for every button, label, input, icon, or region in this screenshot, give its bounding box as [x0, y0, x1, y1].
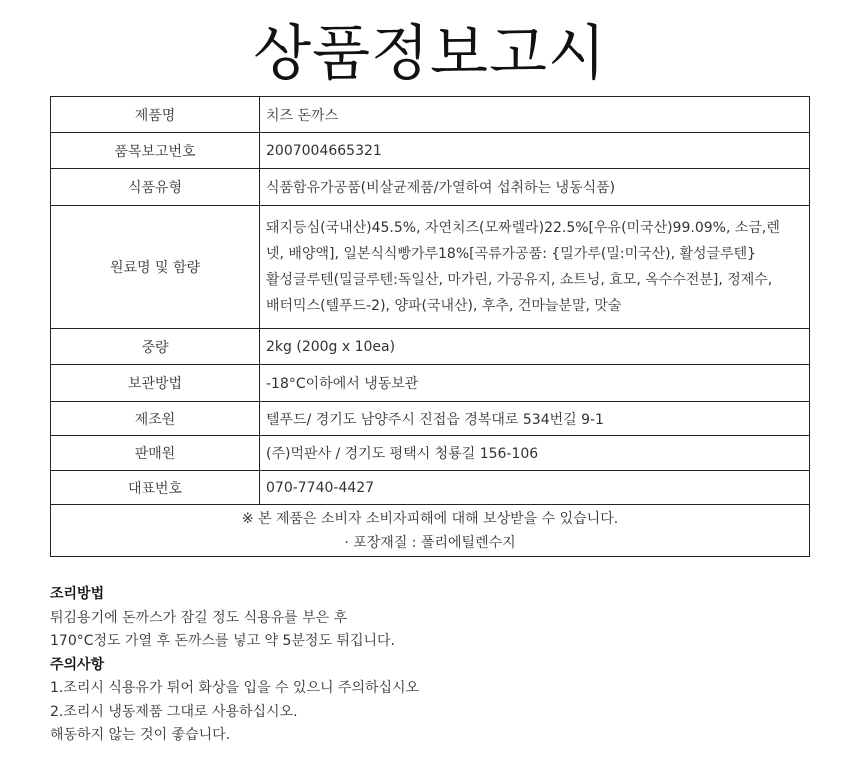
cooking-line: 튀김용기에 돈까스가 잠길 정도 식용유를 부은 후	[50, 609, 348, 626]
page-title: 상품정보고시	[253, 19, 607, 89]
instructions-section	[50, 583, 810, 748]
row-value-manufacturer: 텔푸드/ 경기도 남양주시 진접읍 경복대로 534번길 9-1	[260, 402, 810, 436]
ingredients-line: 활성글루텐(밀글루텐:독일산, 마가린, 가공유지, 쇼트닝, 효모, 옥수수전분], 정제수,	[266, 272, 773, 288]
cooking-line: 170°C정도 가열 후 돈까스를 넣고 약 5분정도 튀깁니다.	[50, 633, 395, 649]
table-row	[51, 329, 810, 365]
row-label-ingredients: 원료명 및 함량	[51, 206, 260, 329]
row-value-weight: 2kg (200g x 10ea)	[260, 329, 810, 365]
table-row	[51, 169, 810, 206]
row-value-food-type: 식품함유가공품(비살균제품/가열하여 섭취하는 냉동식품)	[260, 169, 810, 206]
table-row	[51, 505, 810, 557]
row-label-report-number: 품목보고번호	[51, 133, 260, 169]
row-label-storage: 보관방법	[51, 365, 260, 402]
row-value-storage: -18°C이하에서 냉동보관	[260, 365, 810, 402]
row-value-ingredients	[260, 206, 810, 329]
caution-heading: 주의사항	[50, 656, 105, 673]
row-label-phone: 대표번호	[51, 471, 260, 505]
row-value-phone: 070-7740-4427	[260, 471, 810, 505]
packaging-material: · 포장재질 : 폴리에틸렌수지	[344, 534, 516, 551]
table-row	[51, 206, 810, 329]
row-label-product-name: 제품명	[51, 97, 260, 133]
row-label-weight: 중량	[51, 329, 260, 365]
ingredients-line: 돼지등심(국내산)45.5%, 자연치즈(모짜렐라)22.5%[우유(미국산)99.09%, 소금,렌	[266, 220, 780, 236]
table-row	[51, 97, 810, 133]
row-value-seller: (주)먹판사 / 경기도 평택시 청룡길 156-106	[260, 436, 810, 471]
consumer-notice: ※ 본 제품은 소비자 소비자피해에 대해 보상받을 수 있습니다.	[241, 510, 619, 527]
caution-line: 1.조리시 식용유가 튀어 화상을 입을 수 있으니 주의하십시오	[50, 680, 420, 696]
product-info-table	[50, 96, 810, 557]
table-row	[51, 402, 810, 436]
row-value-product-name: 치즈 돈까스	[260, 97, 810, 133]
notice-cell	[51, 505, 810, 557]
table-row	[51, 133, 810, 169]
table-row	[51, 471, 810, 505]
row-label-manufacturer: 제조원	[51, 402, 260, 436]
ingredients-line: 배터믹스(텔푸드-2), 양파(국내산), 후추, 건마늘분말, 맛술	[266, 298, 622, 314]
cooking-heading: 조리방법	[50, 586, 105, 602]
table-row	[51, 365, 810, 402]
row-value-report-number: 2007004665321	[260, 133, 810, 169]
row-label-seller: 판매원	[51, 436, 260, 471]
table-row	[51, 436, 810, 471]
row-label-food-type: 식품유형	[51, 169, 260, 206]
caution-line: 해동하지 않는 것이 좋습니다.	[50, 727, 231, 743]
ingredients-line: 넷, 배양액], 일본식식빵가루18%[곡류가공품: {밀가루(밀:미국산), 활성글루텐}	[266, 246, 757, 262]
caution-line: 2.조리시 냉동제품 그대로 사용하십시오.	[50, 703, 298, 720]
